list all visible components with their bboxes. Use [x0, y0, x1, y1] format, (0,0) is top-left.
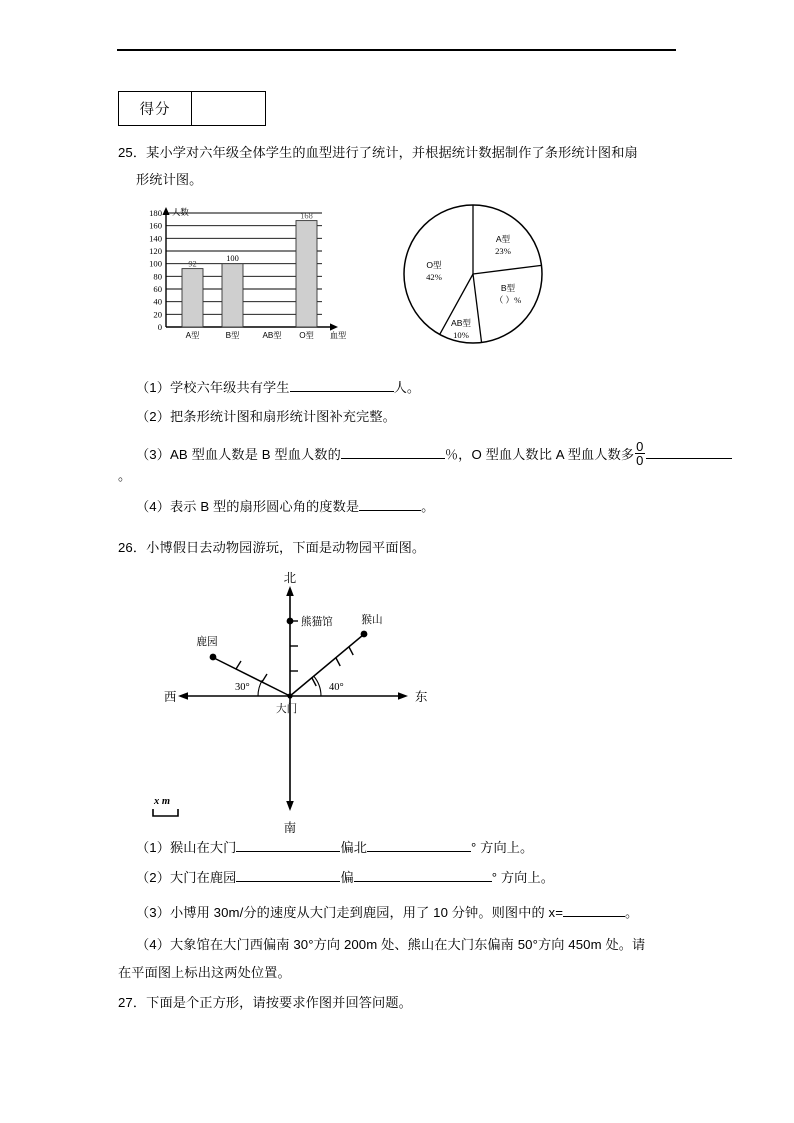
q25-sub1-tail: 人。: [393, 380, 421, 395]
svg-text:168: 168: [300, 211, 313, 221]
score-table: [118, 91, 266, 126]
q26-sub2-text-b: 偏: [340, 870, 354, 885]
q26-sub1: [136, 838, 533, 858]
svg-text:40: 40: [153, 296, 162, 307]
svg-text:A型: A型: [185, 331, 200, 340]
q26-sub1-text-b: 偏北: [340, 840, 368, 855]
svg-text:（ ）%: （ ）%: [494, 295, 522, 305]
svg-text:80: 80: [153, 271, 162, 282]
svg-text:140: 140: [149, 233, 162, 244]
q25-sub2: （2）把条形统计图和扇形统计图补充完整。: [136, 409, 396, 424]
q26-sub3-text: （3）小博用 30m/分的速度从大门走到鹿园，用了 10 分钟。则图中的 x=: [136, 905, 564, 920]
q25-sub3-blank-2[interactable]: [646, 458, 732, 459]
q25-sub1-text: （1）学校六年级共有学生: [136, 380, 290, 395]
q25-sub3-period: 。: [118, 468, 132, 483]
q25-sub3-fraction-denominator: 0: [636, 453, 644, 468]
svg-text:0: 0: [157, 322, 162, 332]
page-top-rule: [117, 49, 676, 51]
map-label-south: 南: [283, 821, 297, 835]
map-point-panda-house: [287, 618, 294, 625]
svg-text:100: 100: [149, 258, 162, 269]
q25-sub4-tail: 。: [421, 499, 435, 514]
q25-sub3-text-a: （3）AB 型血人数是 B 型血人数的: [136, 447, 341, 463]
q26-sub4-line2: 在平面图上标出这两处位置。: [118, 965, 291, 980]
q25-sub3: [136, 440, 732, 467]
q27-stem: 27．下面是个正方形，请按要求作图并回答问题。: [118, 995, 412, 1010]
pie-chart-blood-types: [393, 198, 568, 353]
q26-sub2-text-c: ° 方向上。: [491, 870, 555, 885]
q25-sub1-blank[interactable]: [290, 391, 394, 392]
map-point-main-gate: [287, 693, 292, 698]
svg-text:A型: A型: [495, 234, 511, 244]
svg-text:92: 92: [188, 259, 197, 269]
q26-sub2: [136, 868, 554, 888]
svg-text:23%: 23%: [495, 246, 511, 256]
q25-sub3-text-b: ％，O 型血人数比 A 型血人数多: [444, 447, 635, 463]
svg-text:20: 20: [153, 309, 162, 320]
score-table-label: 得分: [119, 92, 192, 125]
map-scale-bracket: [153, 809, 178, 816]
q26-sub2-text-a: （2）大门在鹿园: [136, 870, 237, 885]
map-scale-label: x m: [154, 796, 171, 807]
q26-sub1-text-c: ° 方向上。: [471, 840, 534, 855]
q26-sub4-line1: （4）大象馆在大门西偏南 30°方向 200m 处、熊山在大门东偏南 50°方向 450m 处。请: [136, 937, 646, 952]
svg-text:160: 160: [149, 220, 162, 231]
q25-sub4: [136, 497, 434, 517]
svg-text:60: 60: [153, 284, 162, 294]
zoo-plan-diagram: [150, 565, 450, 837]
map-label-panda-house: 熊猫馆: [301, 616, 333, 628]
svg-text:O型: O型: [299, 331, 314, 340]
q26-sub3-blank[interactable]: [563, 916, 625, 917]
svg-text:AB型: AB型: [262, 331, 282, 340]
map-angle-west: 30°: [235, 682, 250, 693]
map-label-main-gate: 大门: [276, 703, 298, 715]
q25-sub4-text: （4）表示 B 型的扇形圆心角的度数是: [136, 499, 360, 514]
map-point-deer-garden: [210, 654, 217, 661]
bar-chart-blood-types: [126, 205, 366, 350]
q25-stem-line1: 25．某小学对六年级全体学生的血型进行了统计，并根据统计数据制作了条形统计图和扇: [118, 145, 638, 160]
svg-text:100: 100: [226, 254, 239, 263]
q26-sub1-text-a: （1）猴山在大门: [136, 840, 237, 855]
map-label-east: 东: [415, 690, 428, 704]
q25-stem-line2: 形统计图。: [136, 172, 203, 187]
map-label-north: 北: [283, 571, 297, 585]
q25-sub3-blank-1[interactable]: [341, 458, 445, 459]
q26-sub3: [136, 903, 638, 923]
q25-sub1: [136, 378, 420, 398]
svg-text:O型: O型: [426, 260, 442, 270]
q26-sub1-blank-2[interactable]: [367, 851, 471, 852]
q26-stem: 26．小博假日去动物园游玩，下面是动物园平面图。: [118, 540, 426, 555]
q25-sub4-blank[interactable]: [359, 510, 421, 511]
map-label-monkey-hill: 猴山: [361, 614, 383, 626]
svg-text:180: 180: [149, 208, 162, 218]
q26-sub3-tail: 。: [625, 905, 639, 920]
map-point-monkey-hill: [361, 631, 368, 638]
svg-text:42%: 42%: [426, 272, 442, 282]
svg-text:120: 120: [149, 246, 162, 256]
q26-sub1-blank-1[interactable]: [236, 851, 340, 852]
svg-text:B型: B型: [500, 283, 516, 293]
bar-chart-xlabel: 血型: [329, 331, 347, 340]
q26-sub2-blank-2[interactable]: [354, 881, 492, 882]
map-angle-east: 40°: [329, 682, 344, 693]
svg-text:B型: B型: [225, 331, 240, 340]
map-label-west: 西: [164, 690, 177, 704]
q25-sub3-fraction-numerator: 0: [636, 439, 644, 454]
bar-chart-ylabel: 人数: [172, 207, 189, 217]
score-table-value-cell[interactable]: [192, 92, 265, 125]
q25-sub3-fraction: [635, 440, 644, 467]
svg-text:10%: 10%: [453, 330, 469, 340]
svg-text:AB型: AB型: [450, 318, 472, 328]
map-label-deer-garden: 鹿园: [196, 636, 218, 648]
q26-sub2-blank-1[interactable]: [236, 881, 340, 882]
